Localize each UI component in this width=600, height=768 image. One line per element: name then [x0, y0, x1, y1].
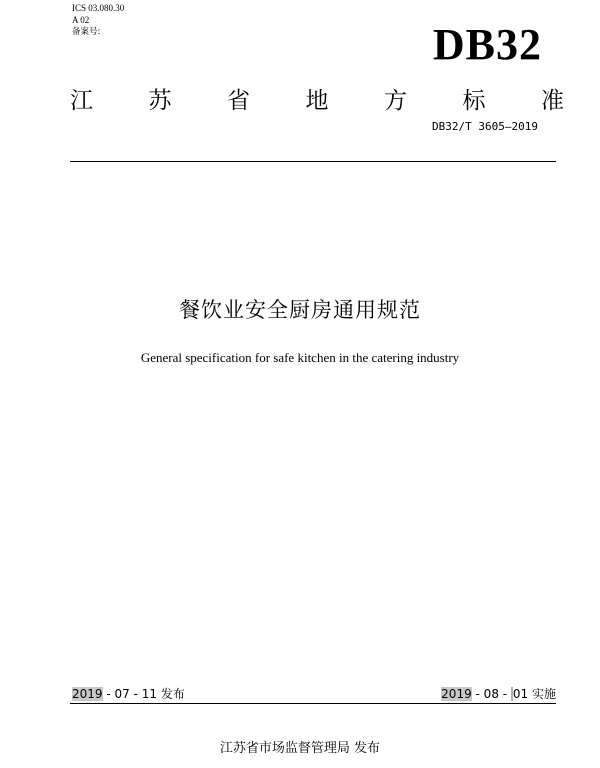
document-title-english: General specification for safe kitchen in the catering industry — [140, 350, 460, 365]
issue-date-rest: - 07 - 11 发布 — [102, 687, 185, 701]
level-char: 准 — [541, 88, 564, 114]
level-char: 地 — [305, 88, 329, 114]
standard-number: DB32/T 3605—2019 — [432, 120, 538, 133]
footer-divider — [70, 703, 556, 704]
ics-code: ICS 03.080.30 — [72, 3, 125, 13]
ccs-code: A 02 — [72, 15, 90, 25]
impl-year: 2019 — [441, 687, 472, 701]
level-char: 方 — [384, 88, 407, 114]
impl-date-rest: 01 实施 — [512, 687, 556, 701]
record-number-label: 备案号: — [72, 27, 101, 37]
level-char: 省 — [227, 88, 250, 114]
standard-level-title — [70, 86, 564, 116]
issue-year: 2019 — [72, 687, 103, 701]
document-title-chinese: 餐饮业安全厨房通用规范 — [179, 298, 421, 322]
level-char: 江 — [70, 88, 93, 114]
standard-code-logo: DB32 — [432, 20, 542, 69]
level-char: 苏 — [148, 88, 172, 114]
level-char: 标 — [462, 88, 486, 114]
issue-date — [72, 686, 185, 702]
impl-date-mid: - 08 - — [471, 687, 511, 701]
header-divider — [70, 161, 556, 162]
implementation-date — [441, 686, 556, 702]
issuing-authority: 江苏省市场监督管理局 发布 — [219, 741, 381, 756]
